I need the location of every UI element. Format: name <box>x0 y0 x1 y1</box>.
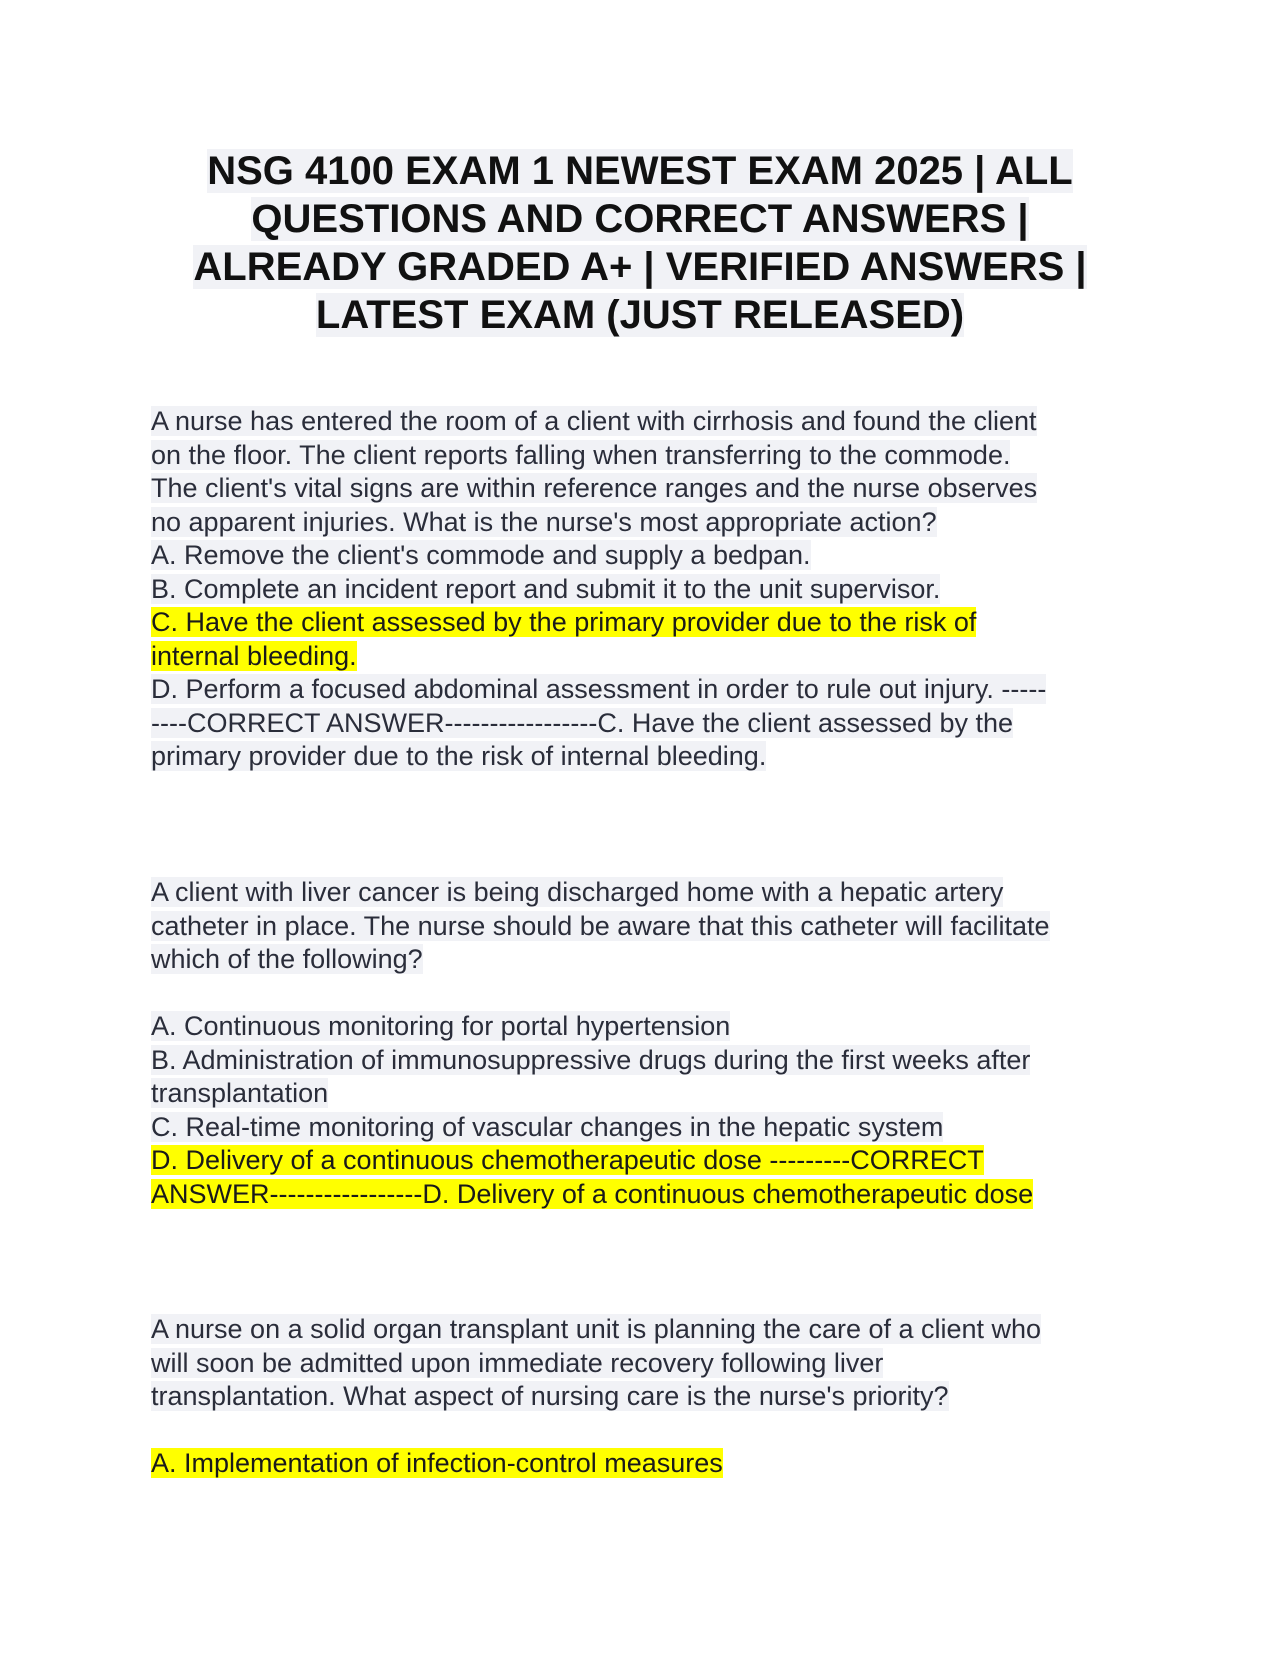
correct-answer-line: primary provider due to the risk of internal bleeding. <box>151 741 767 771</box>
title-line: NSG 4100 EXAM 1 NEWEST EXAM 2025 | ALL <box>207 149 1073 193</box>
question-stem-line: A client with liver cancer is being discharged home with a hepatic artery <box>151 877 1004 907</box>
question-stem-line: The client's vital signs are within reference ranges and the nurse observes <box>151 473 1038 503</box>
answer-option-b: B. Administration of immunosuppressive drugs during the first weeks after <box>151 1044 1031 1075</box>
title-line: LATEST EXAM (JUST RELEASED) <box>315 293 965 337</box>
answer-option-a: A. Remove the client's commode and supply a bedpan. <box>151 540 811 570</box>
answer-option-b: B. Complete an incident report and submit it to the unit supervisor. <box>151 573 941 604</box>
answer-option-d-highlighted: D. Delivery of a continuous chemotherapeutic dose ---------CORRECT <box>151 1145 984 1175</box>
question-1 <box>151 405 1141 774</box>
question-stem-line: transplantation. What aspect of nursing care is the nurse's priority? <box>151 1381 949 1411</box>
question-3 <box>151 1313 1141 1481</box>
correct-answer-line-highlighted: ANSWER-----------------D. Delivery of a continuous chemotherapeutic dose <box>151 1178 1034 1209</box>
answer-option-c-highlighted: internal bleeding. <box>151 640 357 671</box>
document-title <box>0 147 1280 339</box>
correct-answer-line: ----CORRECT ANSWER-----------------C. Have the client assessed by the <box>151 707 1014 738</box>
answer-option-a-highlighted: A. Implementation of infection-control measures <box>151 1448 723 1478</box>
answer-option-a: A. Continuous monitoring for portal hypertension <box>151 1011 731 1041</box>
question-stem-line: catheter in place. The nurse should be aware that this catheter will facilitate <box>151 910 1050 941</box>
question-stem-line: A nurse has entered the room of a client with cirrhosis and found the client <box>151 406 1037 436</box>
question-2 <box>151 876 1141 1211</box>
question-stem-line: which of the following? <box>151 944 423 974</box>
question-stem-line: will soon be admitted upon immediate recovery following liver <box>151 1347 884 1378</box>
title-line: ALREADY GRADED A+ | VERIFIED ANSWERS | <box>193 245 1087 289</box>
question-stem-line: A nurse on a solid organ transplant unit is planning the care of a client who <box>151 1314 1042 1344</box>
question-stem-line: no apparent injuries. What is the nurse's most appropriate action? <box>151 506 937 537</box>
answer-option-c-highlighted: C. Have the client assessed by the primary provider due to the risk of <box>151 607 977 637</box>
title-line: QUESTIONS AND CORRECT ANSWERS | <box>251 197 1029 241</box>
question-stem-line: on the floor. The client reports falling when transferring to the commode. <box>151 439 1011 470</box>
answer-option-b: transplantation <box>151 1078 329 1108</box>
answer-option-c: C. Real-time monitoring of vascular changes in the hepatic system <box>151 1111 944 1142</box>
answer-option-d: D. Perform a focused abdominal assessment in order to rule out injury. ----- <box>151 674 1047 704</box>
